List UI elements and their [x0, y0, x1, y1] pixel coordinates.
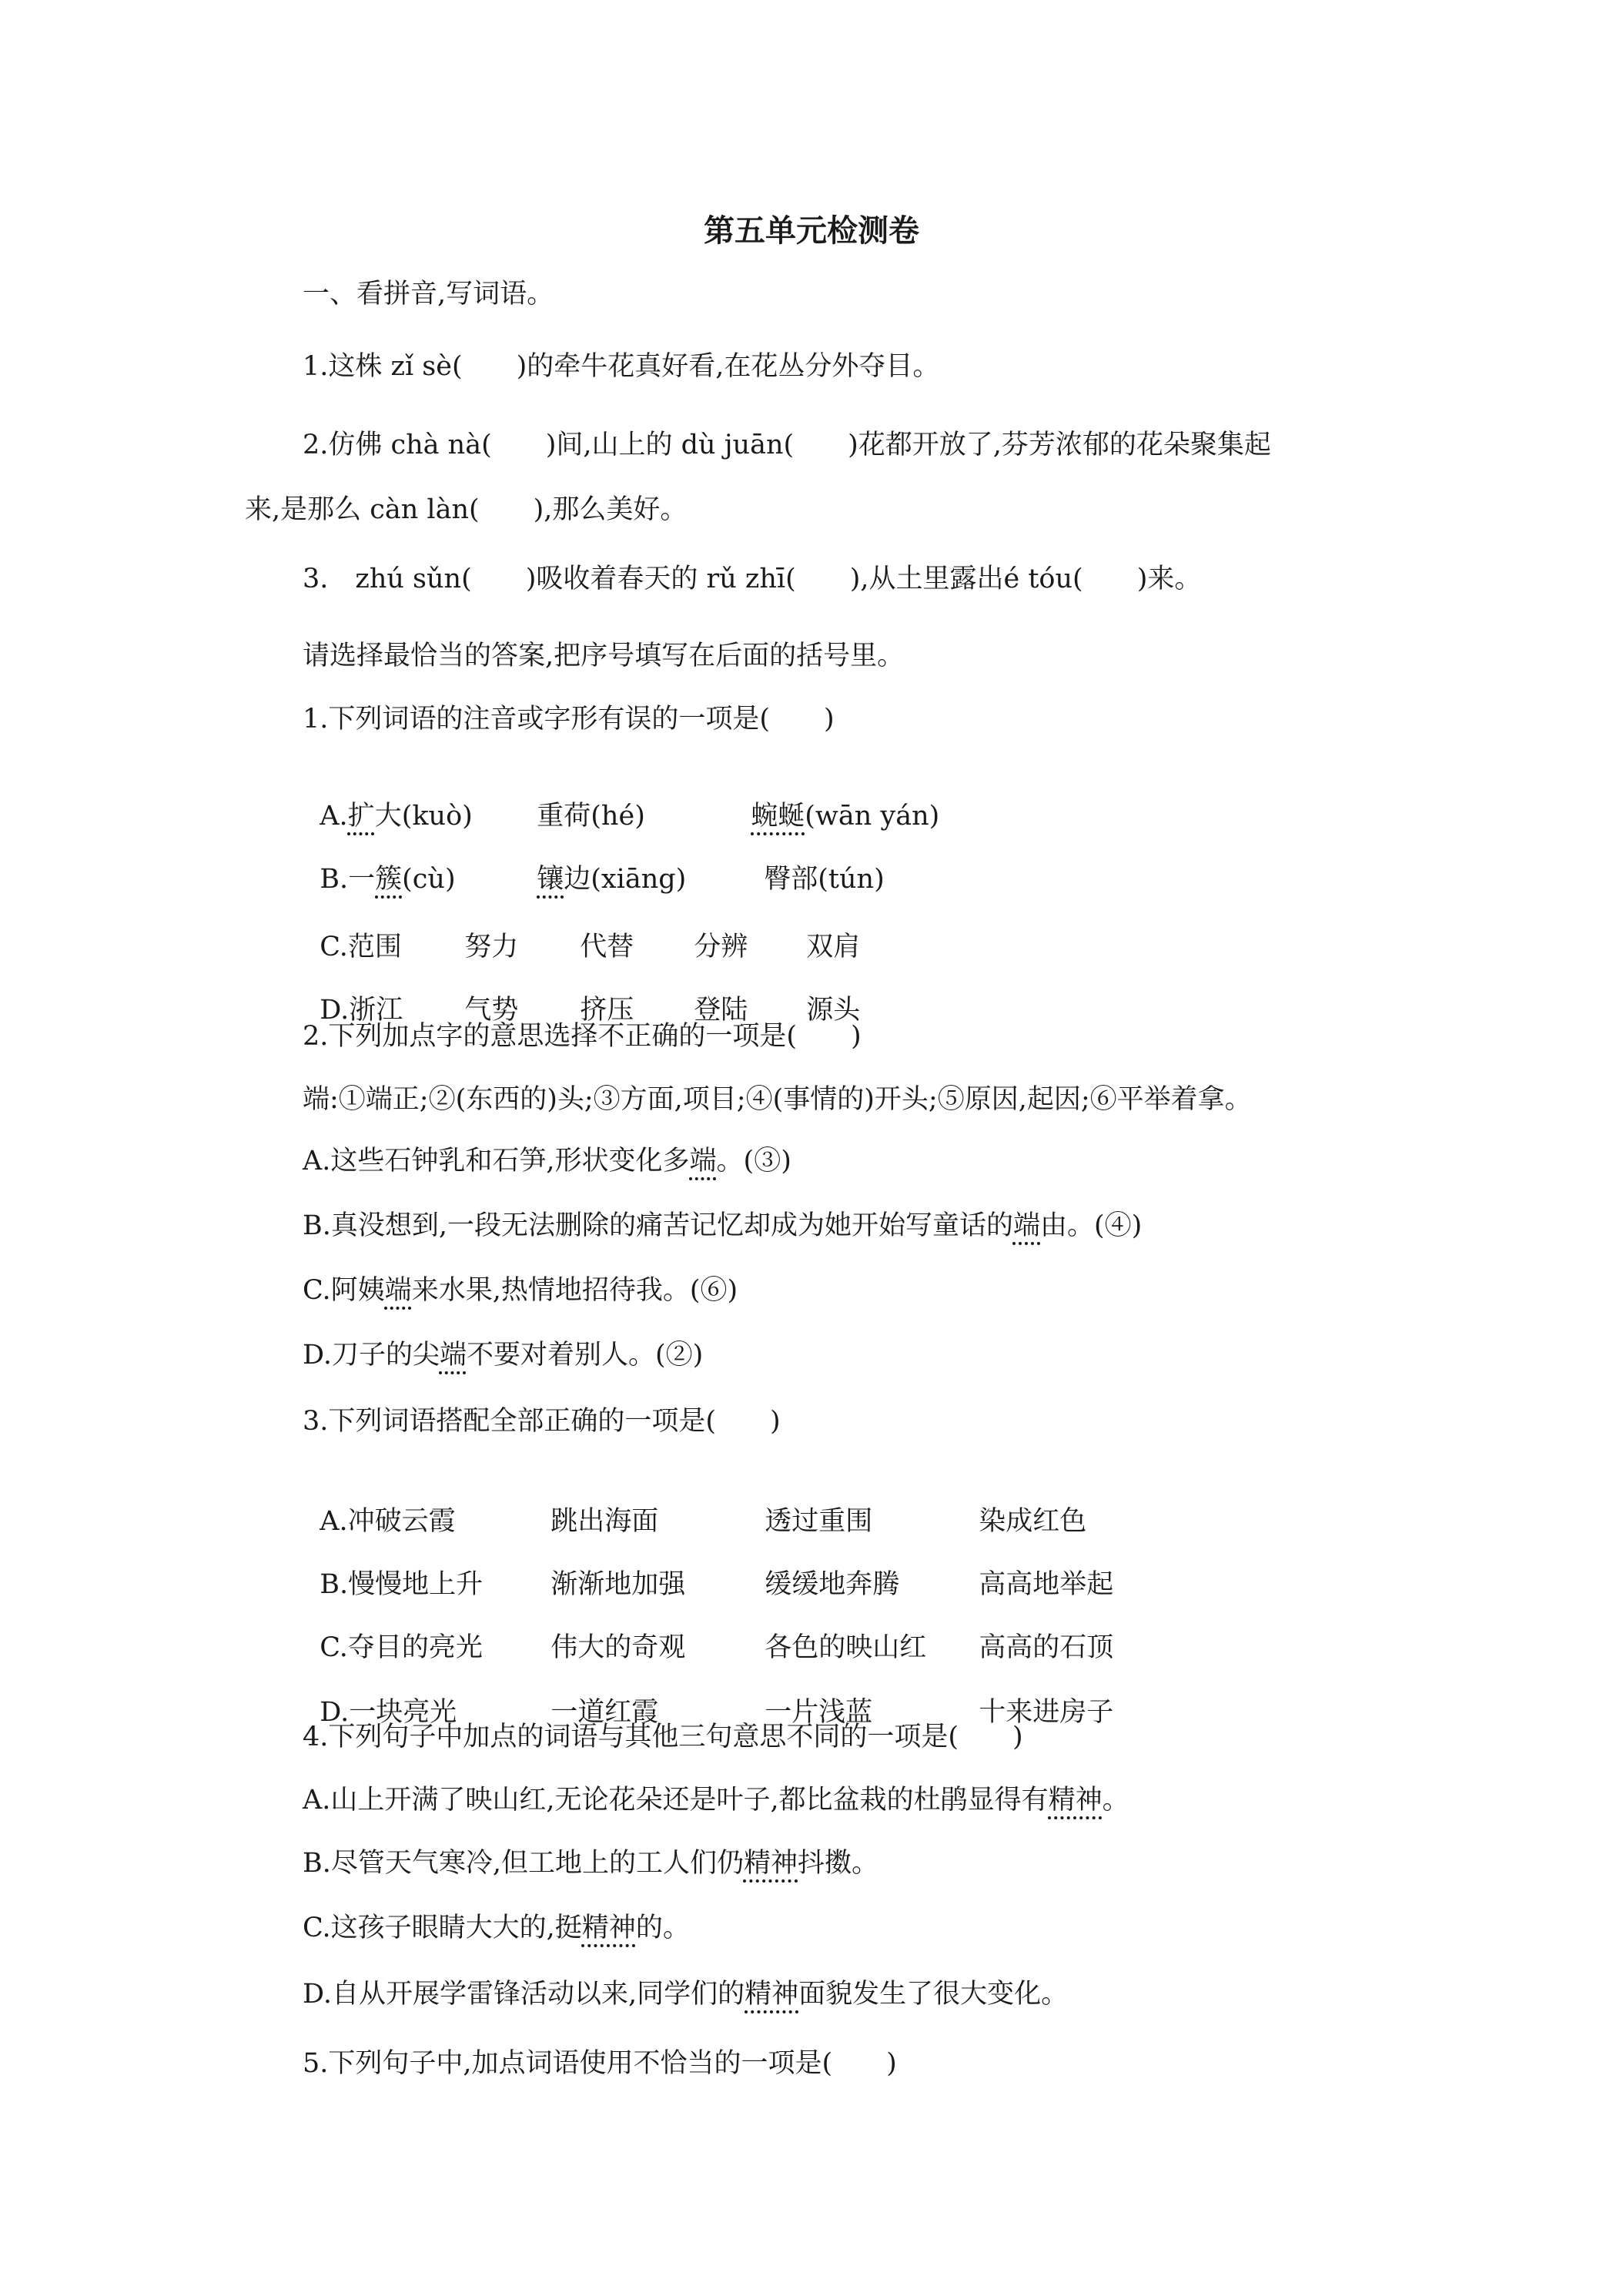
s2-q2-option-c: C.阿姨端来水果,热情地招待我。(⑥): [303, 1275, 738, 1306]
s2-q4-option-c: C.这孩子眼睛大大的,挺精神的。: [303, 1913, 690, 1943]
emphasis-dot-mark: 精神: [745, 1979, 799, 2010]
s2-q1-option-c: C.范围 努力 代替 分辨 双肩: [320, 932, 861, 962]
section1-q1: 1.这株 zǐ sè( )的牵牛花真好看,在花丛分外夺目。: [303, 351, 940, 382]
s2-q4-stem: 4.下列句子中加点的词语与其他三句意思不同的一项是( ): [303, 1722, 1023, 1752]
s2-q1-b-item-3: 臀部(tún): [764, 864, 885, 895]
emphasis-dot-mark: 精神: [581, 1913, 636, 1943]
section2-heading: 请选择最恰当的答案,把序号填写在后面的括号里。: [303, 641, 905, 671]
s2-q3-option-c: C.夺目的亮光 伟大的奇观 各色的映山红 高高的石顶: [320, 1632, 1114, 1663]
emphasis-dot-mark: 簇: [375, 864, 403, 895]
s2-q1-option-b: [303, 824, 885, 898]
emphasis-dot-mark: 端: [384, 1275, 412, 1306]
s2-q4-option-d: D.自从开展学雷锋活动以来,同学们的精神面貌发生了很大变化。: [303, 1979, 1069, 2010]
s2-q3-option-d: D.一块亮光 一道红霞 一片浅蓝 十来进房子: [320, 1697, 1114, 1728]
s2-q5-stem: 5.下列句子中,加点词语使用不恰当的一项是( ): [303, 2048, 897, 2079]
s2-q2-option-a: A.这些石钟乳和石笋,形状变化多端。(③): [303, 1146, 791, 1176]
emphasis-dot-mark: 精神: [743, 1848, 798, 1879]
s2-q2-option-d: D.刀子的尖端不要对着别人。(②): [303, 1340, 704, 1371]
section1-q3: 3. zhú sǔn( )吸收着春天的 rǔ zhī( ),从土里露出é tóu( )来。: [303, 564, 1202, 594]
s2-q3-option-b: B.慢慢地上升 渐渐地加强 缓缓地奔腾 高高地举起: [320, 1569, 1114, 1600]
s2-q3-stem: 3.下列词语搭配全部正确的一项是( ): [303, 1406, 781, 1437]
s2-q2-stem: 2.下列加点字的意思选择不正确的一项是( ): [303, 1021, 862, 1052]
s2-q1-option-d: D.浙江 气势 挤压 登陆 源头: [320, 995, 861, 1026]
emphasis-dot-mark: 蜿蜒: [751, 801, 805, 832]
s2-q2-definition: 端:①端正;②(东西的)头;③方面,项目;④(事情的)开头;⑤原因,起因;⑥平举着拿。: [303, 1084, 1252, 1115]
s2-q1-stem: 1.下列词语的注音或字形有误的一项是( ): [303, 704, 835, 735]
emphasis-dot-mark: 端: [689, 1146, 717, 1176]
s2-q2-option-b: B.真没想到,一段无法删除的痛苦记忆却成为她开始写童话的端由。(④): [303, 1210, 1143, 1241]
s2-q1-a-item-3: 蜿蜒(wān yán): [751, 801, 940, 832]
s2-q1-b-item-2: 镶边(xiāng): [537, 864, 687, 895]
emphasis-dot-mark: 扩: [347, 801, 375, 832]
emphasis-dot-mark: 端: [1012, 1210, 1040, 1241]
section1-q2-line1: 2.仿佛 chà nà( )间,山上的 dù juān( )花都开放了,芬芳浓郁的花朵聚集起: [303, 430, 1271, 460]
emphasis-dot-mark: 端: [439, 1340, 467, 1371]
s2-q4-option-b: B.尽管天气寒冷,但工地上的工人们仍精神抖擞。: [303, 1848, 879, 1879]
emphasis-dot-mark: 镶: [537, 864, 564, 895]
s2-q1-a-item-1: A.扩大(kuò): [320, 801, 473, 832]
s2-q1-a-item-2: 重荷(hé): [537, 801, 645, 832]
page-title: 第五单元检测卷: [704, 213, 919, 249]
section1-q2-line2: 来,是那么 càn làn( ),那么美好。: [245, 494, 688, 525]
section1-heading: 一、看拼音,写词语。: [303, 279, 554, 310]
s2-q4-option-a: A.山上开满了映山红,无论花朵还是叶子,都比盆栽的杜鹃显得有精神。: [303, 1785, 1129, 1816]
s2-q1-b-item-1: B.一簇(cù): [320, 864, 456, 895]
s2-q3-option-a: A.冲破云霞 跳出海面 透过重围 染成红色: [320, 1506, 1087, 1537]
emphasis-dot-mark: 精神: [1048, 1785, 1103, 1816]
